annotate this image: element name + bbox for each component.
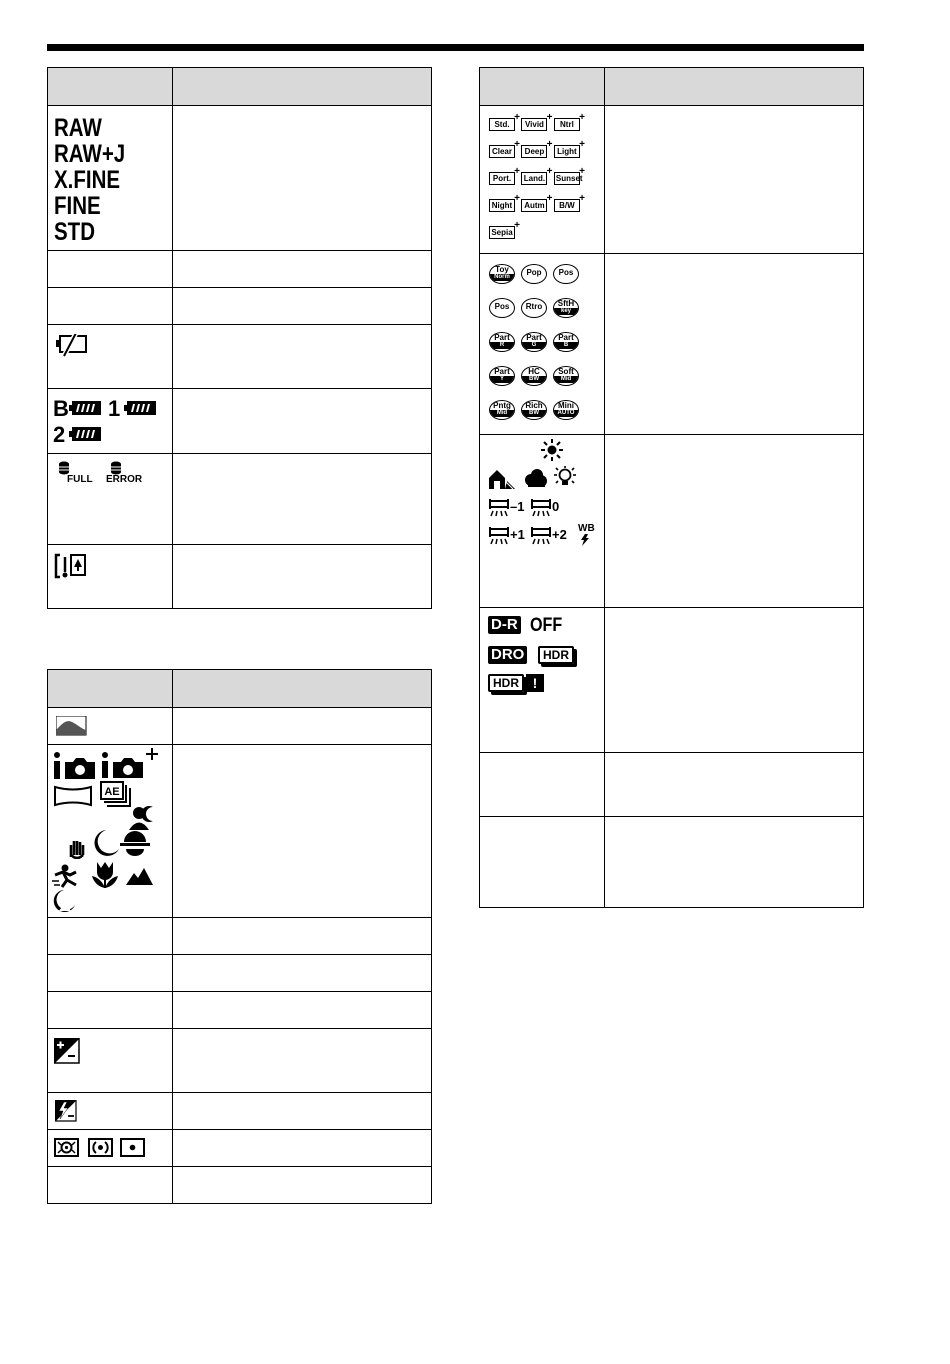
creative-style-light: Light + xyxy=(554,145,580,158)
flash-compensation-cell xyxy=(48,1093,173,1130)
picture-effect-badge xyxy=(553,264,579,284)
histogram-cell xyxy=(48,708,173,745)
picture-effect-name: Part xyxy=(558,333,574,342)
description-cell xyxy=(605,608,864,753)
description-cell xyxy=(605,106,864,254)
cloudy-wb-icon xyxy=(524,468,548,488)
shade-wb-icon xyxy=(488,468,516,490)
picture-effect-sub: Norm xyxy=(490,274,514,281)
picture-effect-sub: BW xyxy=(522,376,546,383)
metering-mode-cell xyxy=(48,1130,173,1167)
hdr-warning-icon: ! xyxy=(526,674,544,692)
creative-style-deep: Deep + xyxy=(521,145,547,158)
dro-off-label: OFF xyxy=(530,615,563,636)
night-portrait-icon xyxy=(52,889,78,915)
empty-cell xyxy=(48,1167,173,1204)
battery-level-cell xyxy=(48,389,173,454)
clip-indicator-icon xyxy=(54,553,90,581)
macro-icon xyxy=(90,861,120,889)
creative-style-autumn: Autm + xyxy=(521,199,547,212)
description-cell xyxy=(173,708,432,745)
picture-effect-sub: R xyxy=(490,342,514,349)
description-cell xyxy=(173,992,432,1029)
top-rule xyxy=(47,44,864,51)
description-cell xyxy=(173,545,432,609)
wb-fluorescent-0: 0 xyxy=(552,499,560,514)
picture-effect-badge xyxy=(489,264,515,284)
picture-effect-name: Pos xyxy=(558,268,574,277)
picture-effect-badge xyxy=(521,332,547,352)
description-cell xyxy=(605,753,864,817)
record-icons-table xyxy=(47,67,432,609)
description-cell xyxy=(173,955,432,992)
picture-effect-name: Pop xyxy=(526,268,542,277)
creative-style-sunset: Sunset + xyxy=(554,172,580,185)
header-cell-symbol xyxy=(480,68,605,106)
dro-auto-badge: DRO xyxy=(488,646,527,664)
exposure-compensation-cell xyxy=(48,1029,173,1093)
quality-raw: RAW xyxy=(54,114,102,142)
description-cell xyxy=(173,745,432,918)
description-cell xyxy=(605,435,864,608)
creative-style-clear: Clear + xyxy=(489,145,515,158)
picture-effect-badge xyxy=(521,366,547,386)
picture-effect-sub: AUTO xyxy=(554,410,578,417)
empty-cell xyxy=(48,251,173,288)
picture-effect-name: HC xyxy=(528,367,540,376)
header-cell-indication xyxy=(173,68,432,106)
multi-metering-icon xyxy=(54,1138,80,1158)
creative-style-landscape: Land. + xyxy=(521,172,547,185)
picture-effect-badge xyxy=(553,400,579,420)
description-cell xyxy=(173,325,432,389)
picture-effect-sub: Mid xyxy=(490,410,514,417)
picture-effect-badge xyxy=(553,298,579,318)
battery-grip2-label: 2 xyxy=(53,422,66,447)
quality-xfine: X.FINE xyxy=(54,166,121,194)
picture-effect-badge xyxy=(489,298,515,318)
description-cell xyxy=(605,254,864,435)
picture-effect-name: SftH xyxy=(557,299,575,308)
exposure-compensation-icon xyxy=(54,1038,80,1064)
creative-style-std: Std. + xyxy=(489,118,515,131)
spot-metering-icon xyxy=(120,1138,146,1158)
media-error-label: ERROR xyxy=(106,474,143,485)
description-cell xyxy=(173,1093,432,1130)
picture-effect-badge xyxy=(489,332,515,352)
picture-effect-sub: Y xyxy=(490,376,514,383)
white-balance-cell xyxy=(480,435,605,608)
creative-style-night: Night + xyxy=(489,199,515,212)
picture-effect-name: Pos xyxy=(494,302,510,311)
picture-effect-sub: Mid xyxy=(554,376,578,383)
wb-fluorescent-minus1: –1 xyxy=(510,499,525,514)
picture-effect-cell xyxy=(480,254,605,435)
picture-effect-name: Pntg xyxy=(493,401,511,410)
picture-effect-name: Mini xyxy=(558,401,574,410)
battery-grip1-icon xyxy=(124,401,158,417)
header-cell-symbol xyxy=(48,68,173,106)
svg-text:AE: AE xyxy=(104,786,120,798)
flash-compensation-icon xyxy=(55,1100,77,1122)
creative-style-portrait: Port. + xyxy=(489,172,515,185)
dro-dr-badge: D-R xyxy=(488,616,521,634)
picture-effect-name: Rich xyxy=(525,401,543,410)
description-cell xyxy=(173,1130,432,1167)
description-cell xyxy=(173,106,432,251)
header-cell-indication xyxy=(605,68,864,106)
intelligent-auto-icon xyxy=(53,751,99,781)
empty-cell xyxy=(48,918,173,955)
fluorescent-wb-icon xyxy=(488,525,510,545)
picture-effect-name: Part xyxy=(526,333,542,342)
shooting-modes-table xyxy=(47,669,432,1204)
battery-warning-cell xyxy=(48,325,173,389)
battery-grip1-label: 1 xyxy=(108,396,121,421)
handheld-twilight-icon xyxy=(53,833,89,859)
panorama-icon xyxy=(53,785,93,807)
clip-indicator-cell xyxy=(48,545,173,609)
creative-style-sepia: Sepia + xyxy=(489,226,515,239)
landscape-icon xyxy=(126,865,154,887)
picture-effect-name: Rtro xyxy=(525,302,543,311)
empty-cell xyxy=(48,955,173,992)
quality-std: STD xyxy=(54,218,95,246)
empty-cell xyxy=(48,288,173,325)
creative-style-cell xyxy=(480,106,605,254)
creative-settings-table xyxy=(479,67,864,908)
creative-style-bw: B/W + xyxy=(554,199,580,212)
hdr-warning-badge: HDR xyxy=(488,674,524,692)
creative-style-list xyxy=(480,106,604,253)
battery-warning-icon xyxy=(54,334,94,360)
superior-auto-icon xyxy=(101,748,159,778)
dro-hdr-cell xyxy=(480,608,605,753)
media-full-label: FULL xyxy=(67,474,93,485)
description-cell xyxy=(173,288,432,325)
portrait-icon xyxy=(128,805,158,831)
media-status-cell xyxy=(48,454,173,545)
battery-body-label: B xyxy=(53,396,69,421)
quality-fine: FINE xyxy=(54,192,101,220)
picture-effect-sub: B xyxy=(554,342,578,349)
picture-effect-sub: key xyxy=(554,308,578,315)
picture-effect-name: Soft xyxy=(558,367,574,376)
picture-effect-sub: G xyxy=(522,342,546,349)
picture-effect-badge xyxy=(553,366,579,386)
empty-cell xyxy=(480,817,605,908)
description-cell xyxy=(173,1167,432,1204)
incandescent-wb-icon xyxy=(552,466,578,490)
empty-cell xyxy=(480,753,605,817)
description-cell xyxy=(173,454,432,545)
wb-flash-label: WB xyxy=(578,523,595,534)
picture-effect-list xyxy=(480,254,604,434)
picture-effect-badge xyxy=(521,400,547,420)
picture-effect-name: Toy xyxy=(495,265,509,274)
picture-effect-badge xyxy=(553,332,579,352)
description-cell xyxy=(605,817,864,908)
picture-effect-badge xyxy=(489,400,515,420)
picture-effect-name: Part xyxy=(494,367,510,376)
histogram-icon xyxy=(56,716,88,736)
sports-icon xyxy=(52,863,82,889)
description-cell xyxy=(173,1029,432,1093)
picture-effect-badge xyxy=(489,366,515,386)
sunset-icon xyxy=(120,831,150,857)
battery-grip2-icon xyxy=(69,427,103,443)
wb-fluorescent-plus1: +1 xyxy=(510,527,525,542)
wb-fluorescent-plus2: +2 xyxy=(552,527,567,542)
picture-effect-badge xyxy=(521,264,547,284)
fluorescent-wb-icon xyxy=(530,497,552,517)
auto-wb-daylight-icon xyxy=(541,439,563,461)
flash-wb-icon xyxy=(580,534,590,546)
picture-effect-sub: BW xyxy=(522,410,546,417)
image-quality-cell xyxy=(48,106,173,251)
empty-cell xyxy=(48,992,173,1029)
hdr-auto-badge: HDR xyxy=(538,646,574,664)
creative-style-vivid: Vivid + xyxy=(521,118,547,131)
creative-style-neutral: Ntrl + xyxy=(554,118,580,131)
header-cell-indication xyxy=(173,670,432,708)
quality-raw-jpeg: RAW+J xyxy=(54,140,126,168)
center-weighted-metering-icon xyxy=(88,1138,114,1158)
description-cell xyxy=(173,389,432,454)
picture-effect-name: Part xyxy=(494,333,510,342)
header-cell-symbol xyxy=(48,670,173,708)
picture-effect-badge xyxy=(521,298,547,318)
fluorescent-wb-icon xyxy=(530,525,552,545)
night-scene-icon xyxy=(92,829,120,857)
description-cell xyxy=(173,251,432,288)
scene-modes-cell xyxy=(48,745,173,918)
description-cell xyxy=(173,918,432,955)
battery-body-icon xyxy=(69,401,103,417)
fluorescent-wb-icon xyxy=(488,497,510,517)
